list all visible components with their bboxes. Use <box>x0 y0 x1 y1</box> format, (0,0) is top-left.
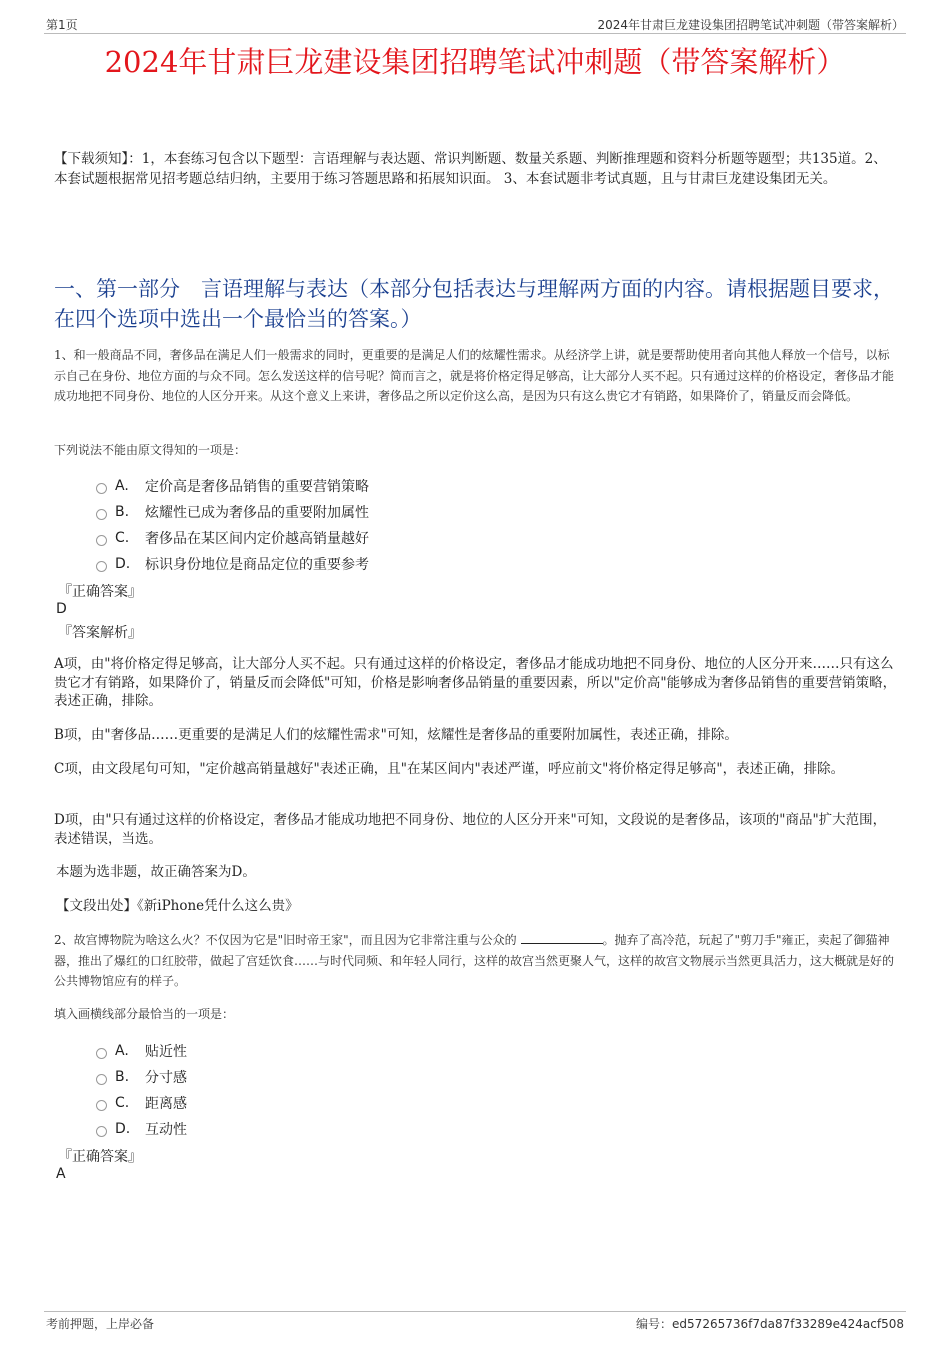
radio-icon[interactable] <box>96 1048 107 1059</box>
option-text: 标识身份地位是商品定位的重要参考 <box>145 557 369 573</box>
serial-label: 编号： <box>636 1317 673 1331</box>
q1-option-a[interactable] <box>96 476 369 496</box>
header-doc-title: 2024年甘肃巨龙建设集团招聘笔试冲刺题（带答案解析） <box>597 18 904 32</box>
radio-icon[interactable] <box>96 561 107 572</box>
q2-option-b[interactable] <box>96 1067 187 1087</box>
q2-answer-label: 『正确答案』 <box>58 1149 142 1165</box>
radio-icon[interactable] <box>96 1126 107 1137</box>
radio-icon[interactable] <box>96 483 107 494</box>
q1-analysis-label: 『答案解析』 <box>58 625 142 641</box>
radio-icon[interactable] <box>96 1074 107 1085</box>
option-text: 分寸感 <box>145 1070 187 1086</box>
q1-source: 【文段出处】《新iPhone凭什么这么贵》 <box>56 898 299 914</box>
q1-option-c[interactable] <box>96 528 369 548</box>
q1-option-d[interactable] <box>96 554 369 574</box>
q1-analysis-a: A项，由"将价格定得足够高，让大部分人买不起。只有通过这样的价格设定，奢侈品才能成功地把不同身份、地位的人区分开来……只有这么贵它才有销路，如果降价了，销量反而会降低"可知，价格是影响奢侈品销量的重要因素，所以"定价高"能够成为奢侈品销售的重要营销策略，表述正确，排除。 <box>54 656 897 709</box>
fill-blank <box>521 931 603 944</box>
page-title: 2024年甘肃巨龙建设集团招聘笔试冲刺题（带答案解析） <box>104 45 846 79</box>
option-text: 奢侈品在某区间内定价越高销量越好 <box>145 531 369 547</box>
download-notice: 【下载须知】：1，本套练习包含以下题型：言语理解与表达题、常识判断题、数量关系题、判断推理题和资料分析题等题型；共135道。2、本套试题根据常见招考题总结归纳，主要用于练习答题思路和拓展知识面。 3、本套试题非考试真题，且与甘肃巨龙建设集团无关。 <box>54 151 887 187</box>
q2-question: 填入画横线部分最恰当的一项是： <box>54 1007 235 1021</box>
q1-passage: 1、和一般商品不同，奢侈品在满足人们一般需求的同时，更重要的是满足人们的炫耀性需求。从经济学上讲，就是要帮助使用者向其他人释放一个信号，以标示自己在身份、地位方面的与众不同。怎么发送这样的信号呢？简而言之，就是将价格定得足够高，让大部分人买不起。只有通过这样的价格设定，奢侈品才能成功地把不同身份、地位的人区分开来。从这个意义上来讲，奢侈品之所以定价这么高，是因为只有这么贵它才有销路，如果降价了，销量反而会降低。 <box>54 348 895 403</box>
q1-analysis-b: B项，由"奢侈品……更重要的是满足人们的炫耀性需求"可知，炫耀性是奢侈品的重要附加属性，表述正确，排除。 <box>54 727 738 743</box>
option-letter: C. <box>115 1095 130 1111</box>
q1-option-b[interactable] <box>96 502 369 522</box>
q1-analysis-c: C项，由文段尾句可知，"定价越高销量越好"表述正确，且"在某区间内"表述严谨，呼应前文"将价格定得足够高"，表述正确，排除。 <box>54 761 845 777</box>
option-letter: D. <box>115 556 131 572</box>
q1-analysis-d: D项，由"只有通过这样的价格设定，奢侈品才能成功地把不同身份、地位的人区分开来"可知，文段说的是奢侈品，该项的"商品"扩大范围，表述错误，当选。 <box>54 812 887 847</box>
radio-icon[interactable] <box>96 535 107 546</box>
option-letter: B. <box>115 1069 130 1085</box>
q2-option-d[interactable] <box>96 1119 187 1139</box>
option-letter: A. <box>115 1043 129 1059</box>
option-text: 贴近性 <box>145 1044 187 1060</box>
q1-conclusion: 本题为选非题，故正确答案为D。 <box>56 864 256 880</box>
footer-divider <box>44 1311 906 1312</box>
q2-answer: A <box>56 1166 66 1182</box>
radio-icon[interactable] <box>96 1100 107 1111</box>
option-letter: C. <box>115 530 130 546</box>
radio-icon[interactable] <box>96 509 107 520</box>
q1-answer-label: 『正确答案』 <box>58 584 142 600</box>
q1-answer: D <box>56 601 67 617</box>
q1-question: 下列说法不能由原文得知的一项是： <box>54 443 247 457</box>
option-letter: B. <box>115 504 130 520</box>
footer-serial <box>636 1315 904 1332</box>
option-text: 互动性 <box>145 1122 187 1138</box>
q2-passage-end: 。抛弃了高冷范，玩起了"剪刀手"雍正，卖起了御猫神器，推出了爆红的口红胶带，做起了宫廷饮食……与时代同频、和年轻人同行，这样的故宫当然更聚人气，这样的故宫文物展示当然更具活力，这大概就是好的公共博物馆应有的样子。 <box>54 933 895 988</box>
option-text: 定价高是奢侈品销售的重要营销策略 <box>145 479 369 495</box>
q2-option-a[interactable] <box>96 1041 187 1061</box>
section-heading: 一、第一部分 言语理解与表达（本部分包括表达与理解两方面的内容。请根据题目要求，在四个选项中选出一个最恰当的答案。） <box>54 277 894 331</box>
page-number: 第1页 <box>46 18 78 32</box>
q2-passage <box>54 930 899 992</box>
option-text: 炫耀性已成为奢侈品的重要附加属性 <box>145 505 369 521</box>
option-text: 距离感 <box>145 1096 187 1112</box>
option-letter: D. <box>115 1121 131 1137</box>
option-letter: A. <box>115 478 129 494</box>
footer-slogan: 考前押题，上岸必备 <box>46 1317 155 1331</box>
serial-value: ed57265736f7da87f33289e424acf508 <box>672 1317 904 1331</box>
q2-passage-start: 2、故宫博物院为啥这么火？不仅因为它是"旧时帝王家"，而且因为它非常注重与公众的 <box>54 933 517 947</box>
header-divider <box>44 33 906 34</box>
q2-option-c[interactable] <box>96 1093 187 1113</box>
